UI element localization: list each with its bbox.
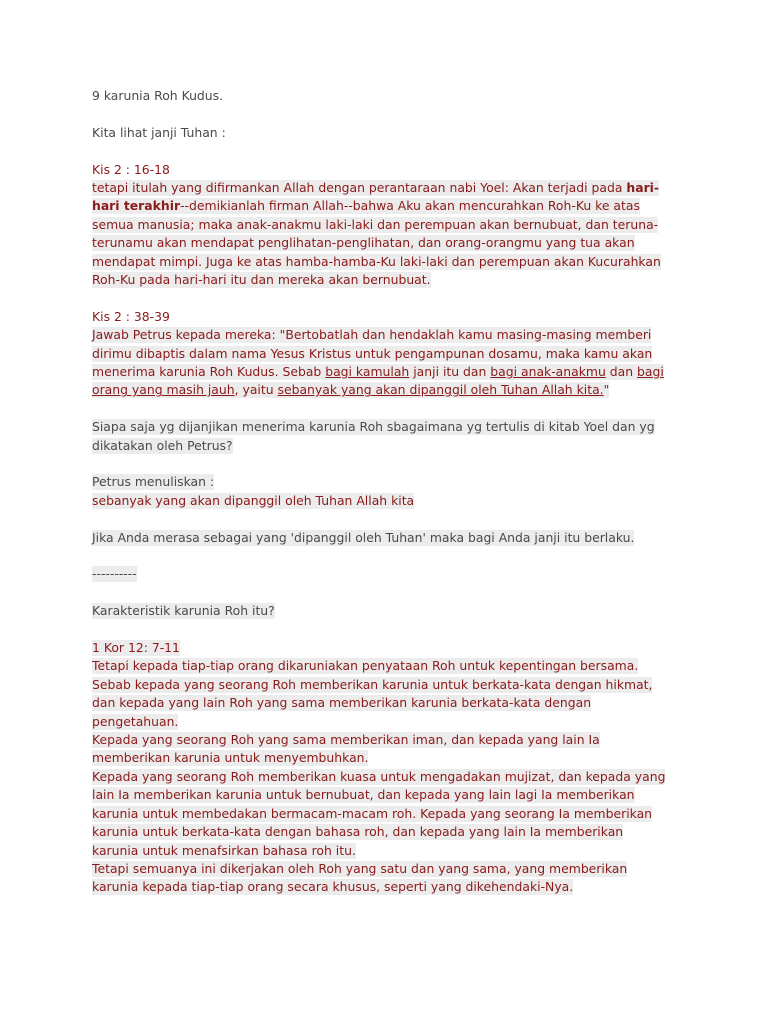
passage-line: Kepada yang seorang Roh yang sama memberikan iman, dan kepada yang lain Ia	[92, 732, 600, 748]
passage-line: hari terakhir--demikianlah firman Allah--bahwa Aku akan mencurahkan Roh-Ku ke atas	[92, 198, 640, 214]
passage-line: memberikan karunia untuk menyembuhkan.	[92, 750, 369, 766]
petrus-label: Petrus menuliskan :	[92, 474, 215, 490]
passage-ref: 1 Kor 12: 7-11	[92, 640, 180, 656]
passage-line: semua manusia; maka anak-anakmu laki-laki dan perempuan akan bernubuat, dan teruna-	[92, 216, 659, 232]
passage-1-kor-12	[92, 639, 677, 897]
passage-line: pengetahuan.	[92, 713, 179, 729]
separator: ----------	[92, 566, 137, 582]
heading: 9 karunia Roh Kudus.	[92, 88, 224, 103]
conclusion-text: Jika Anda merasa sebagai yang 'dipanggil oleh Tuhan' maka bagi Anda janji itu berlaku.	[92, 529, 635, 545]
document-page	[92, 87, 677, 897]
intro-text: Kita lihat janji Tuhan :	[92, 124, 226, 140]
passage-line: Roh-Ku pada hari-hari itu dan mereka akan bernubuat.	[92, 272, 431, 288]
passage-line: Tetapi kepada tiap-tiap orang dikaruniakan penyataan Roh untuk kepentingan bersama.	[92, 658, 639, 674]
passage-line: karunia untuk membedakan bermacam-macam roh. Kepada yang seorang Ia memberikan	[92, 805, 653, 821]
passage-line: mendapat mimpi. Juga ke atas hamba-hamba-Ku laki-laki dan perempuan akan Kucurahkan	[92, 253, 661, 269]
passage-line: orang yang masih jauh, yaitu sebanyak yang akan dipanggil oleh Tuhan Allah kita."	[92, 382, 610, 398]
passage-ref: Kis 2 : 38-39	[92, 308, 170, 324]
passage-line: Tetapi semuanya ini dikerjakan oleh Roh yang satu dan yang sama, yang memberikan	[92, 860, 628, 876]
passage-line: terunamu akan mendapat penglihatan-penglihatan, dan orang-orangmu yang tua akan	[92, 235, 635, 251]
passage-line: Kepada yang seorang Roh memberikan kuasa untuk mengadakan mujizat, dan kepada yang	[92, 768, 666, 784]
passage-line: karunia untuk menafsirkan bahasa roh itu.	[92, 842, 356, 858]
question2-text: Karakteristik karunia Roh itu?	[92, 603, 275, 619]
passage-line: tetapi itulah yang difirmankan Allah dengan perantaraan nabi Yoel: Akan terjadi pada hari-	[92, 180, 660, 195]
question-line: Siapa saja yg dijanjikan menerima karunia Roh sbagaimana yg tertulis di kitab Yoel dan yg	[92, 419, 655, 435]
passage-kis-2-16	[92, 161, 677, 290]
passage-line: Jawab Petrus kepada mereka: "Bertobatlah dan hendaklah kamu masing-masing memberi	[92, 327, 652, 343]
petrus-quote: sebanyak yang akan dipanggil oleh Tuhan Allah kita	[92, 492, 415, 508]
question-line: dikatakan oleh Petrus?	[92, 437, 233, 453]
passage-line: karunia untuk berkata-kata dengan bahasa roh, dan kepada yang lain Ia memberikan	[92, 824, 624, 840]
passage-line: dan kepada yang lain Roh yang sama memberikan karunia berkata-kata dengan	[92, 695, 592, 711]
passage-line: menerima karunia Roh Kudus. Sebab bagi kamulah janji itu dan bagi anak-anakmu dan bagi	[92, 364, 664, 380]
passage-line: karunia kepada tiap-tiap orang secara khusus, seperti yang dikehendaki-Nya.	[92, 879, 574, 895]
passage-line: dirimu dibaptis dalam nama Yesus Kristus untuk pengampunan dosamu, maka kamu akan	[92, 345, 653, 361]
passage-kis-2-38	[92, 308, 677, 400]
passage-ref: Kis 2 : 16-18	[92, 161, 170, 177]
passage-line: lain Ia memberikan karunia untuk bernubuat, dan kepada yang lain lagi Ia memberikan	[92, 787, 635, 803]
passage-line: Sebab kepada yang seorang Roh memberikan karunia untuk berkata-kata dengan hikmat,	[92, 676, 653, 692]
